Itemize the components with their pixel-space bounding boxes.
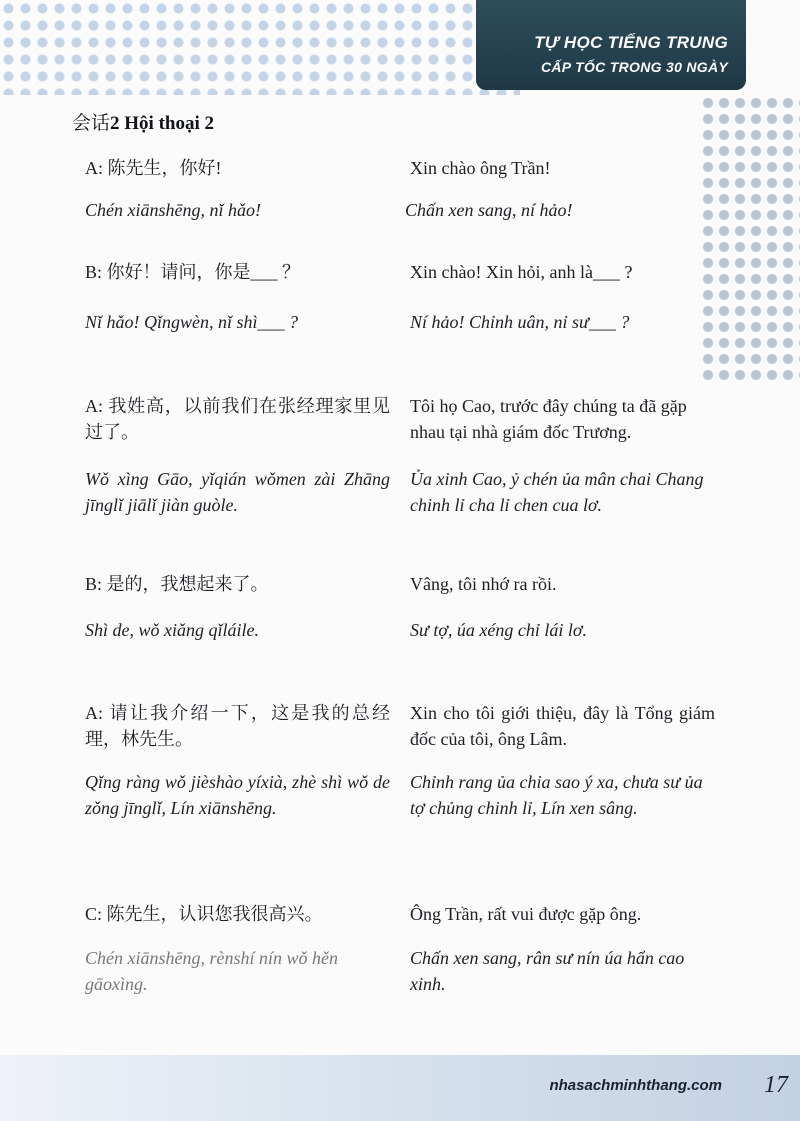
dialogue-line-1-pinyin: Chén xiānshēng, nǐ hǎo! bbox=[85, 200, 261, 220]
page-number: 17 bbox=[764, 1072, 788, 1098]
book-title-line-2: CẤP TỐC TRONG 30 NGÀY bbox=[540, 59, 728, 75]
dialogue-line-5-phonetic: Chỉnh rang ủa chia sao ý xa, chưa sư ủa tợ chủng chinh lỉ, Lín xen sâng. bbox=[410, 772, 703, 818]
side-dot-pattern bbox=[700, 95, 800, 385]
dialogue-line-3-vietnamese: Tôi họ Cao, trước đây chúng ta đã gặp nhau tại nhà giám đốc Trương. bbox=[410, 396, 687, 442]
book-title-banner bbox=[476, 0, 746, 90]
dialogue-line-5-pinyin: Qǐng ràng wǒ jièshào yíxià, zhè shì wǒ de zǒng jīnglǐ, Lín xiānshēng. bbox=[85, 772, 390, 818]
dialogue-line-6-chinese: C: 陈先生，认识您我很高兴。 bbox=[85, 904, 323, 924]
dialogue-line-4-phonetic: Sư tợ, úa xéng chỉ lái lơ. bbox=[410, 620, 588, 640]
dialogue-line-6-pinyin: Chén xiānshēng, rènshí nín wǒ hěn gāoxìng. bbox=[85, 948, 338, 994]
dialogue-line-4-chinese: B: 是的，我想起来了。 bbox=[85, 574, 269, 594]
dialogue-line-3-phonetic: Ủa xinh Cao, ỷ chén ủa mân chai Chang chinh lỉ cha lỉ chen cua lơ. bbox=[410, 469, 704, 515]
dialogue-line-6-phonetic: Chấn xen sang, rân sư nín úa hẩn cao xinh. bbox=[410, 948, 685, 994]
dialogue-line-2-phonetic: Ní hảo! Chỉnh uân, nỉ sư___ ? bbox=[410, 312, 630, 332]
section-title-chinese: 会话 bbox=[72, 113, 111, 134]
dialogue-line-2-vietnamese: Xin chào! Xin hỏi, anh là___ ? bbox=[410, 262, 633, 282]
section-title-vietnamese: 2 Hội thoại 2 bbox=[110, 113, 214, 134]
publisher-website: nhasachminhthang.com bbox=[549, 1077, 722, 1094]
section-title bbox=[72, 108, 214, 135]
dialogue-line-3-pinyin: Wǒ xìng Gāo, yǐqián wǒmen zài Zhāng jīnglǐ jiālǐ jiàn guòle. bbox=[85, 469, 390, 515]
dialogue-line-2-pinyin: Nǐ hǎo! Qǐngwèn, nǐ shì___ ? bbox=[85, 312, 299, 332]
dialogue-line-6-vietnamese: Ông Trần, rất vui được gặp ông. bbox=[410, 904, 642, 924]
dialogue-line-4-vietnamese: Vâng, tôi nhớ ra rồi. bbox=[410, 574, 557, 594]
dialogue-line-4-pinyin: Shì de, wǒ xiǎng qǐláile. bbox=[85, 620, 259, 640]
dialogue-line-3-chinese: A: 我姓高，以前我们在张经理家里见过了。 bbox=[85, 396, 390, 442]
book-title-line-1: TỰ HỌC TIẾNG TRUNG bbox=[534, 33, 728, 52]
dialogue-line-1-chinese: A: 陈先生，你好! bbox=[85, 158, 222, 178]
dialogue-line-2-chinese: B: 你好！请问，你是___ ？ bbox=[85, 262, 301, 282]
dialogue-line-1-vietnamese: Xin chào ông Trần! bbox=[410, 158, 551, 178]
dialogue-line-5-vietnamese: Xin cho tôi giới thiệu, đây là Tổng giám đốc của tôi, ông Lâm. bbox=[410, 703, 715, 749]
dialogue-line-5-chinese: A: 请让我介绍一下，这是我的总经理，林先生。 bbox=[85, 703, 390, 749]
dialogue-line-1-phonetic: Chấn xen sang, ní hảo! bbox=[405, 200, 573, 220]
header-dot-pattern bbox=[0, 0, 520, 95]
